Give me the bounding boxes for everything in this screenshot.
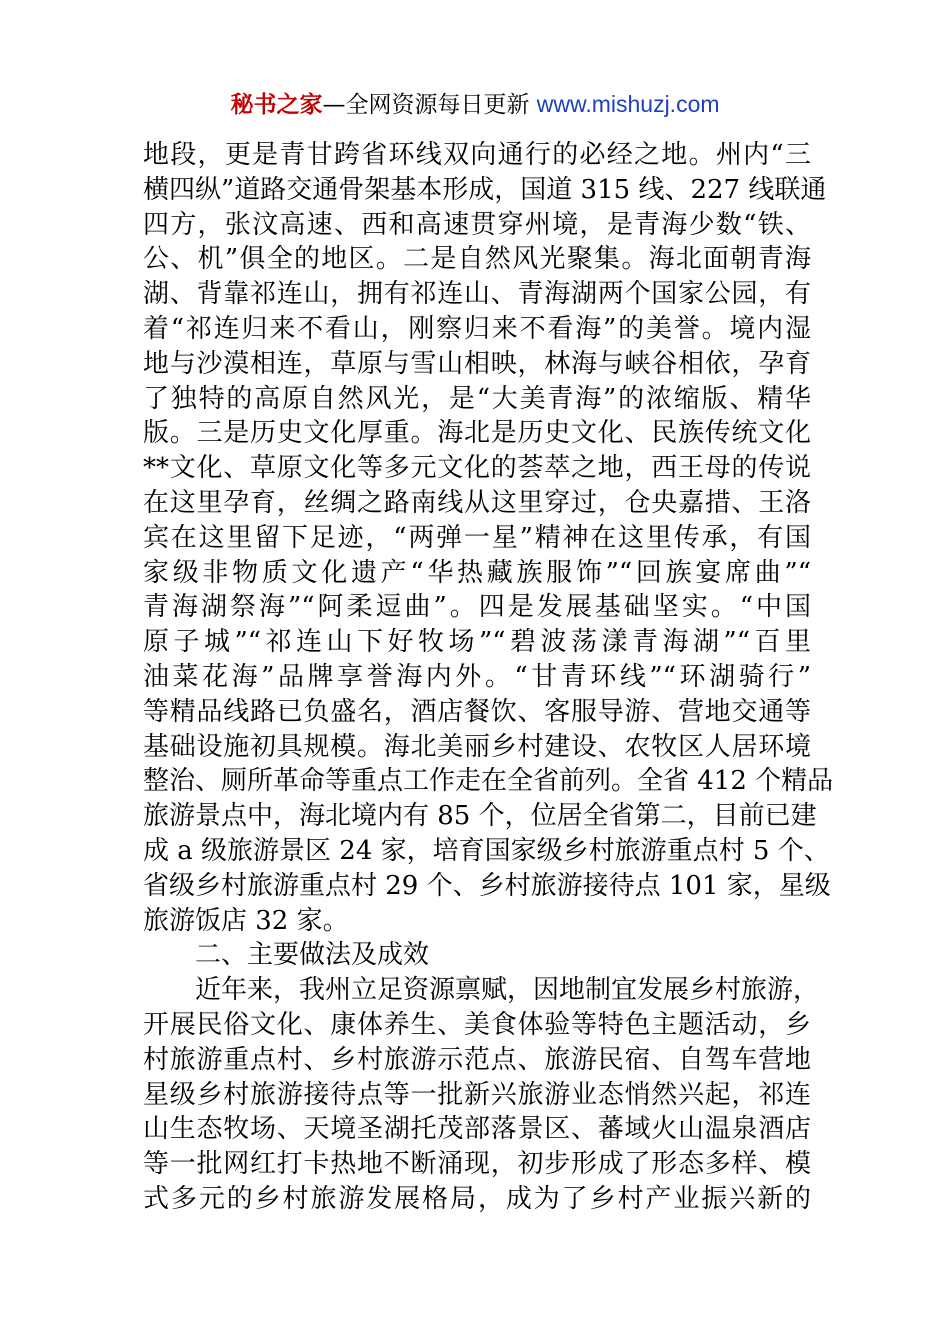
site-tagline: —全网资源每日更新 <box>322 92 537 118</box>
body-line: 横四纵”道路交通骨架基本形成，国道 315 线、227 线联通 <box>143 174 827 205</box>
body-line: 旅游景点中，海北境内有 85 个，位居全省第二，目前已建 <box>143 801 817 832</box>
body-line: 等精品线路已负盛名，酒店餐饮、客服导游、营地交通等 <box>143 696 811 727</box>
body-line: 地与沙漠相连，草原与雪山相映，林海与峡谷相依，孕育 <box>143 348 811 379</box>
paragraph-line: 村旅游重点村、乡村旅游示范点、旅游民宿、自驾车营地 <box>143 1044 811 1075</box>
paragraph-line: 山生态牧场、天境圣湖托茂部落景区、蕃域火山温泉酒店 <box>143 1114 811 1145</box>
body-line: 油菜花海”品牌享誉海内外。“甘青环线”“环湖骑行” <box>143 661 811 692</box>
body-line: 湖、背靠祁连山，拥有祁连山、青海湖两个国家公园，有 <box>143 279 811 310</box>
section-heading: 二、主要做法及成效 <box>195 940 430 971</box>
body-line: 四方，张汶高速、西和高速贯穿州境，是青海少数“铁、 <box>143 209 811 240</box>
site-url-link[interactable]: www.mishuzj.com <box>536 91 720 117</box>
paragraph-line: 等一批网红打卡热地不断涌现，初步形成了形态多样、模 <box>143 1149 811 1180</box>
body-line: 家级非物质文化遗产“华热藏族服饰”“回族宴席曲”“ <box>143 557 811 588</box>
paragraph-line: 式多元的乡村旅游发展格局，成为了乡村产业振兴新的 <box>143 1183 811 1214</box>
body-line: 基础设施初具规模。海北美丽乡村建设、农牧区人居环境 <box>143 731 811 762</box>
document-body <box>143 138 834 1217</box>
body-line: 公、机”俱全的地区。二是自然风光聚集。海北面朝青海 <box>143 244 811 275</box>
body-line: 版。三是历史文化厚重。海北是历史文化、民族传统文化 <box>143 418 811 449</box>
site-brand: 秘书之家 <box>230 92 323 118</box>
paragraph-line: 开展民俗文化、康体养生、美食体验等特色主题活动，乡 <box>143 1009 811 1040</box>
body-line: **文化、草原文化等多元文化的荟萃之地，西王母的传说 <box>143 453 811 484</box>
body-line: 省级乡村旅游重点村 29 个、乡村旅游接待点 101 家，星级 <box>143 870 831 901</box>
body-line: 地段，更是青甘跨省环线双向通行的必经之地。州内“三 <box>143 140 811 170</box>
body-line: 旅游饭店 32 家。 <box>143 905 349 936</box>
paragraph-line: 星级乡村旅游接待点等一批新兴旅游业态悄然兴起，祁连 <box>143 1079 811 1110</box>
body-line: 整治、厕所革命等重点工作走在全省前列。全省 412 个精品 <box>143 766 834 797</box>
body-line: 原子城”“祁连山下好牧场”“碧波荡漾青海湖”“百里 <box>143 627 811 658</box>
paragraph-line: 近年来，我州立足资源禀赋，因地制宜发展乡村旅游， <box>195 975 820 1006</box>
body-line: 宾在这里留下足迹，“两弹一星”精神在这里传承，有国 <box>143 522 811 553</box>
body-line: 成 a 级旅游景区 24 家，培育国家级乡村旅游重点村 5 个、 <box>143 835 830 866</box>
page-header <box>0 88 950 121</box>
body-line: 在这里孕育，丝绸之路南线从这里穿过，仓央嘉措、王洛 <box>143 487 811 518</box>
body-line: 着“祁连归来不看山，刚察归来不看海”的美誉。境内湿 <box>143 313 811 344</box>
body-line: 了独特的高原自然风光，是“大美青海”的浓缩版、精华 <box>143 383 811 414</box>
body-line: 青海湖祭海”“阿柔逗曲”。四是发展基础坚实。“中国 <box>143 592 811 623</box>
